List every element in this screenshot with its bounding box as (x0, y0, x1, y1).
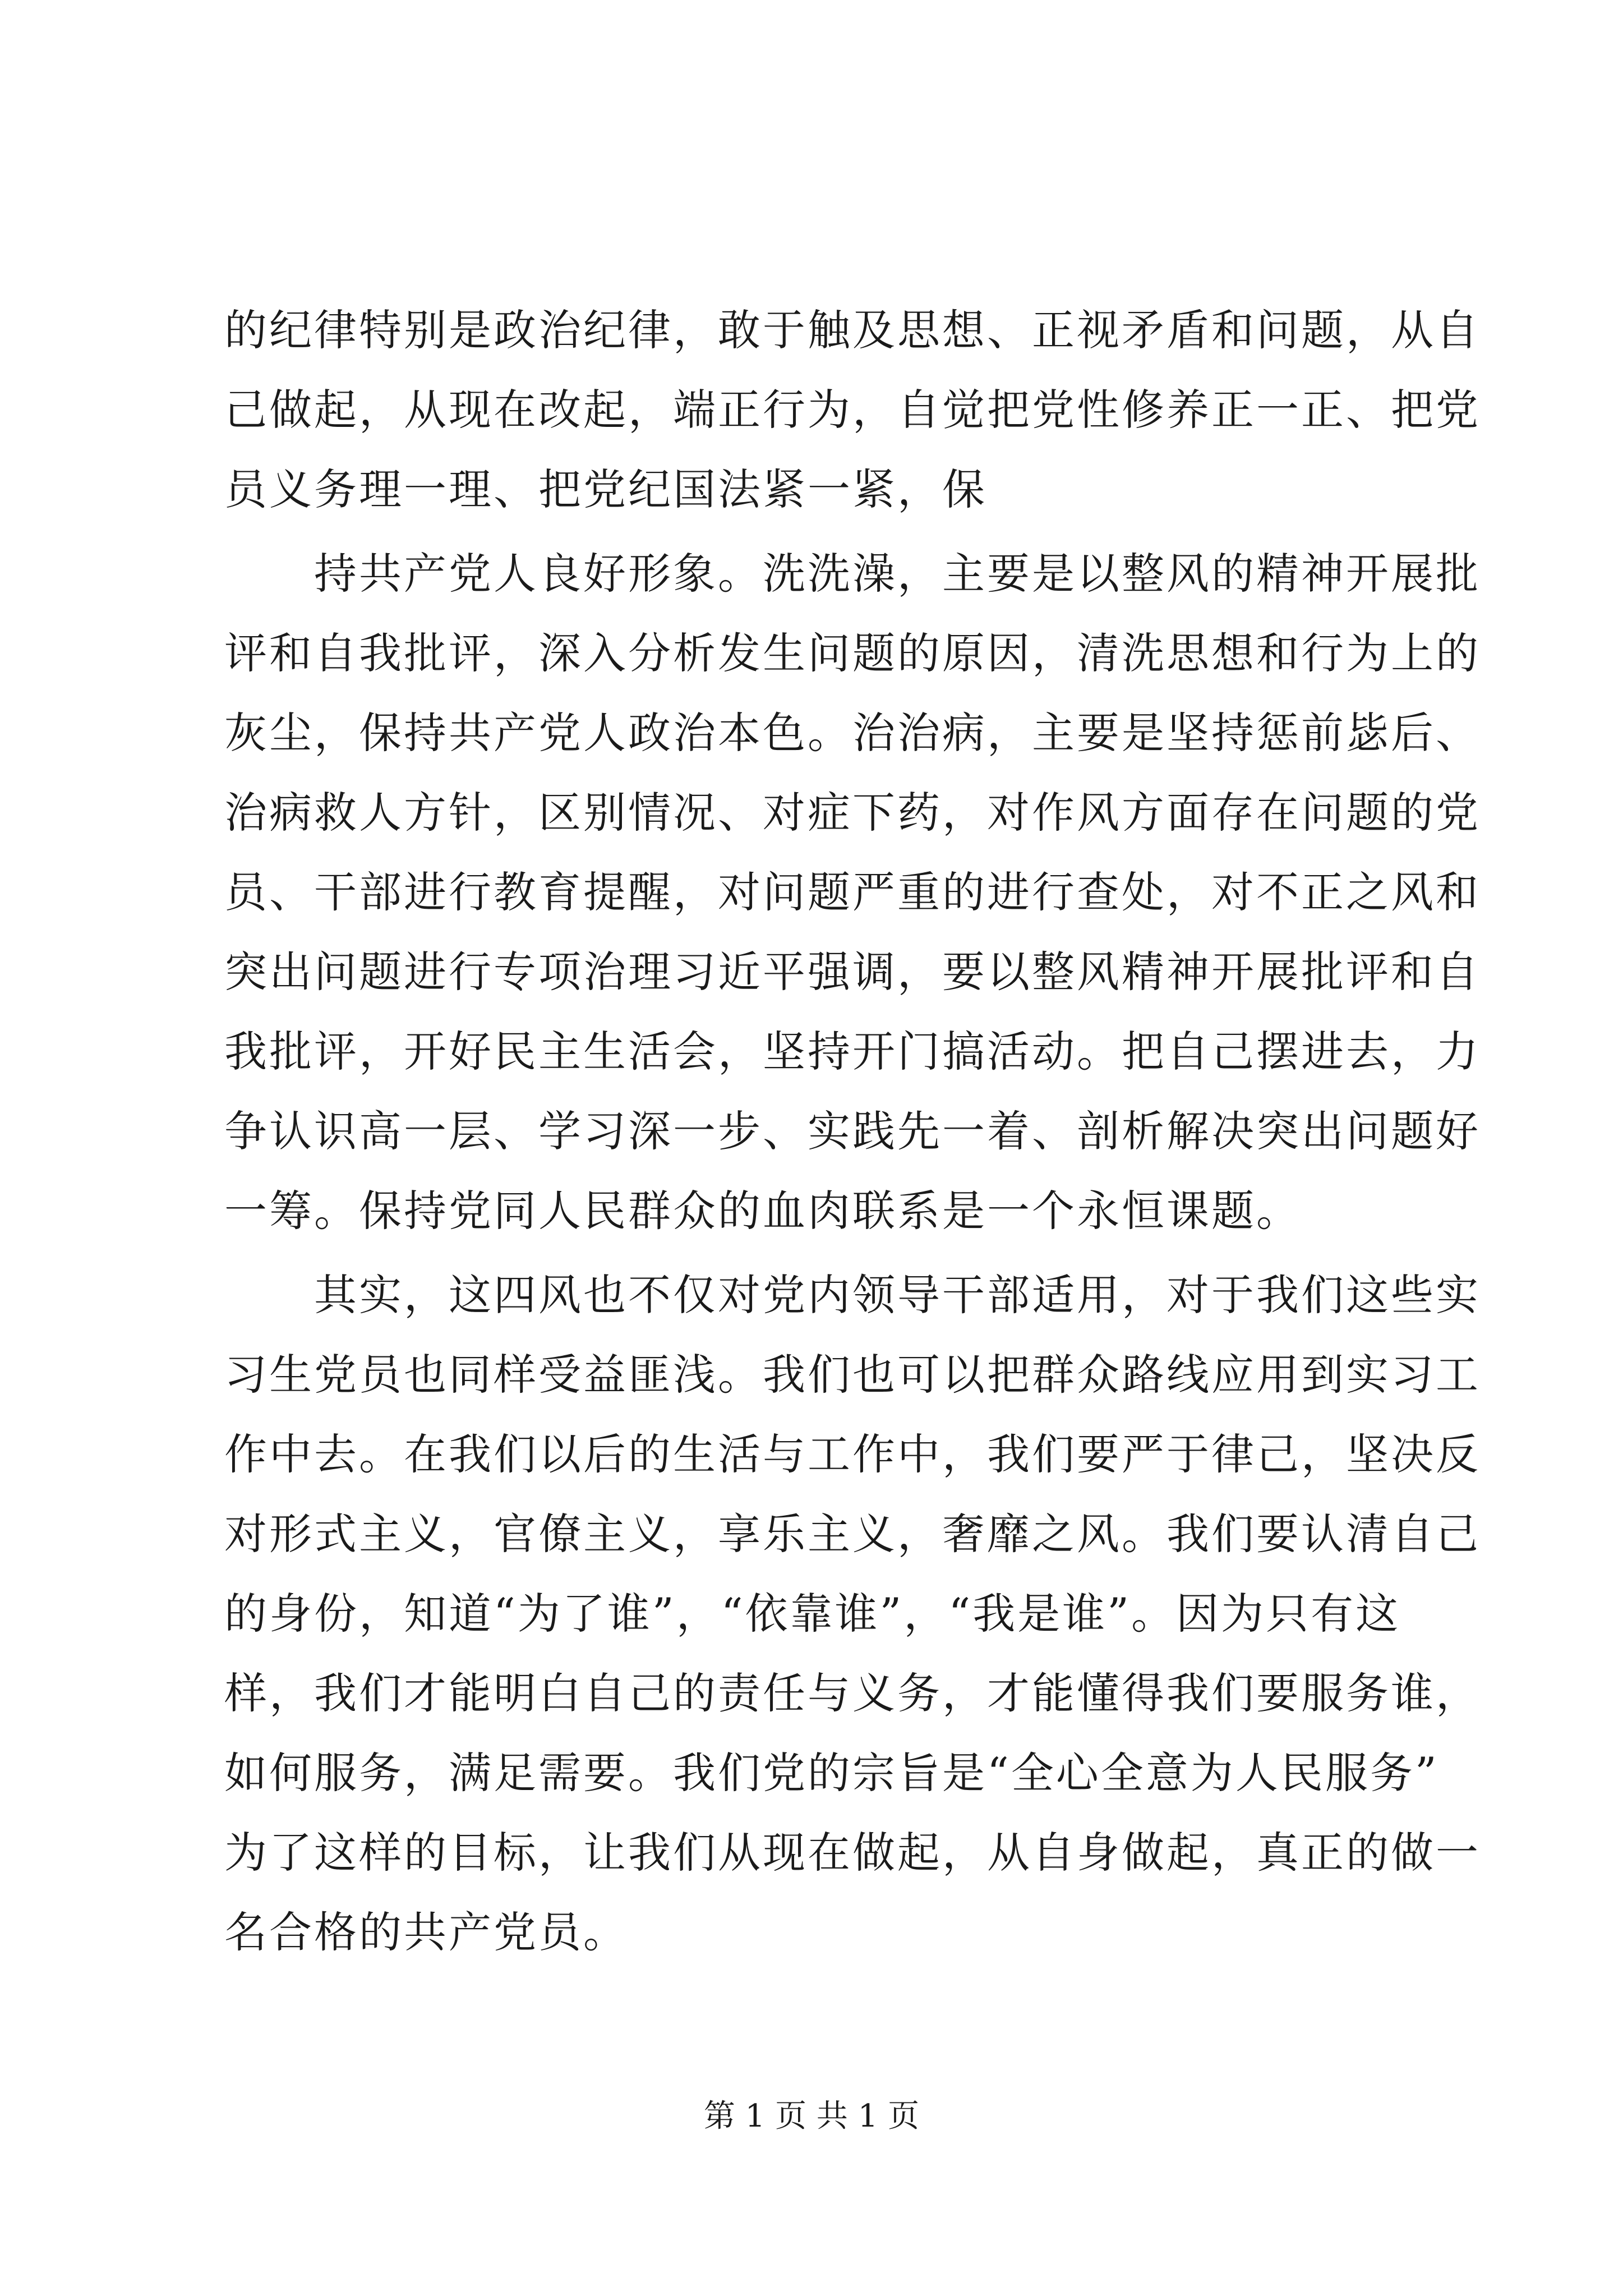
document-body (224, 291, 1481, 1972)
text-line: 我批评，开好民主生活会，坚持开门搞活动。把自己摆进去，力 (224, 1027, 1481, 1076)
text-line: 一筹。保持党同人民群众的血肉联系是一个永恒课题。 (224, 1186, 1301, 1236)
text-line: 评和自我批评，深入分析发生问题的原因，清洗思想和行为上的 (224, 628, 1481, 678)
text-line: 习生党员也同样受益匪浅。我们也可以把群众路线应用到实习工 (224, 1350, 1481, 1400)
text-line: 员义务理一理、把党纪国法紧一紧，保 (224, 464, 987, 514)
page-number-footer: 第 1 页 共 1 页 (703, 2098, 920, 2134)
text-line: 名合格的共产党员。 (224, 1907, 628, 1957)
text-line: 对形式主义，官僚主义，享乐主义，奢靡之风。我们要认清自己 (224, 1509, 1481, 1559)
text-line: 灰尘，保持共产党人政治本色。治治病，主要是坚持惩前毖后、 (224, 708, 1481, 758)
text-line: 己做起，从现在改起，端正行为，自觉把党性修养正一正、把党 (224, 385, 1481, 435)
text-line: 为了这样的目标，让我们从现在做起，从自身做起，真正的做一 (224, 1828, 1481, 1878)
text-line: 其实，这四风也不仅对党内领导干部适用，对于我们这些实 (224, 1270, 1481, 1320)
text-line: 员、干部进行教育提醒，对问题严重的进行查处，对不正之风和 (224, 867, 1481, 917)
text-line: 的纪律特别是政治纪律，敢于触及思想、正视矛盾和问题，从自 (224, 305, 1481, 355)
text-line: 作中去。在我们以后的生活与工作中，我们要严于律己，坚决反 (224, 1429, 1481, 1479)
text-line: 突出问题进行专项治理习近平强调，要以整风精神开展批评和自 (224, 947, 1481, 997)
text-line: 争认识高一层、学习深一步、实践先一着、剖析解决突出问题好 (224, 1106, 1481, 1156)
text-line: 样，我们才能明白自己的责任与义务，才能懂得我们要服务谁， (224, 1668, 1481, 1718)
text-line: 持共产党人良好形象。洗洗澡，主要是以整风的精神开展批 (224, 549, 1481, 599)
text-line: 治病救人方针，区别情况、对症下药，对作风方面存在问题的党 (224, 788, 1481, 838)
text-line: 如何服务，满足需要。我们党的宗旨是“全心全意为人民服务” (224, 1748, 1439, 1798)
text-line: 的身份，知道“为了谁”，“依靠谁”，“我是谁”。因为只有这 (224, 1589, 1401, 1639)
